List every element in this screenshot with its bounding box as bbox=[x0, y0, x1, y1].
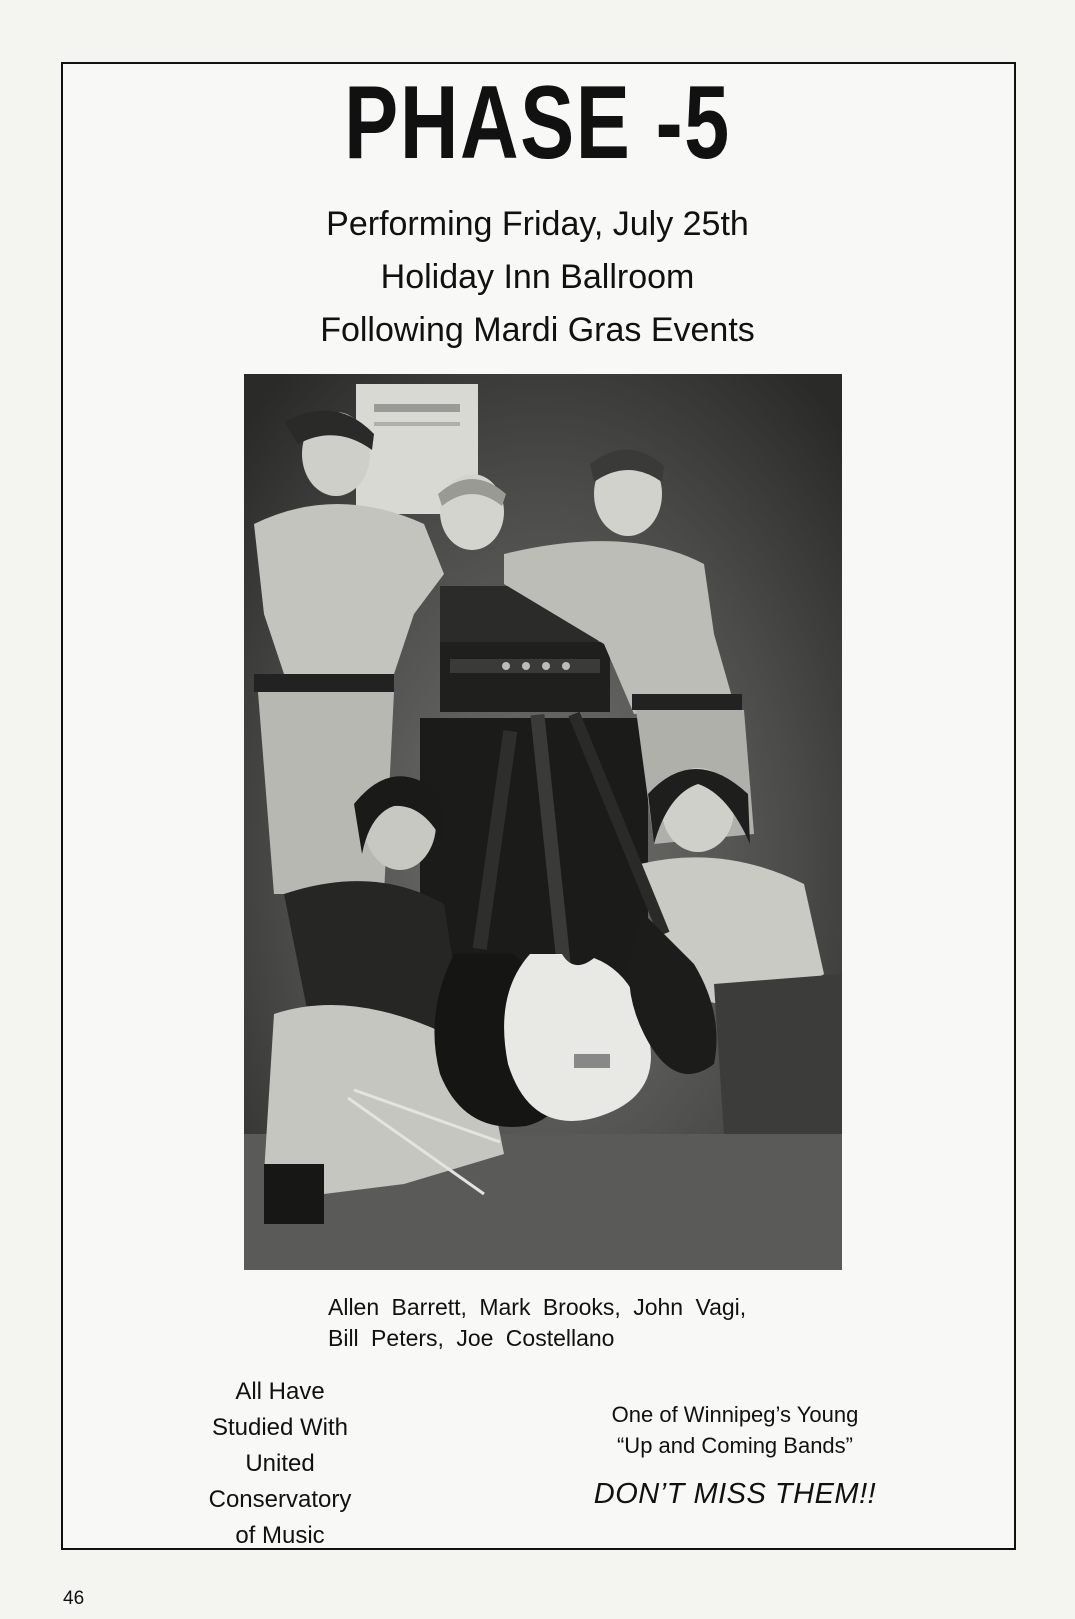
event-details bbox=[0, 198, 1075, 357]
studied-line-2: Studied With bbox=[211, 1414, 349, 1441]
event-venue-line: Holiday Inn Ballroom bbox=[380, 258, 695, 296]
band-photo bbox=[244, 374, 842, 1270]
band-photo-illustration bbox=[244, 374, 842, 1270]
band-member-names: Allen Barrett, Mark Brooks, John Vagi, Bill Peters, Joe Costellano bbox=[328, 1294, 747, 1351]
studied-note bbox=[180, 1374, 380, 1554]
page-number: 46 bbox=[63, 1588, 85, 1609]
dont-miss-them: DON’T MISS THEM!! bbox=[593, 1478, 877, 1510]
young-line-1: One of Winnipeg’s Young bbox=[611, 1402, 859, 1427]
studied-line-5: of Music bbox=[235, 1522, 325, 1549]
studied-line-3: United bbox=[245, 1450, 315, 1477]
studied-line-1: All Have bbox=[235, 1378, 325, 1405]
young-bands-note bbox=[560, 1399, 910, 1461]
band-title: PHASE -5 bbox=[344, 65, 731, 181]
young-line-2: “Up and Coming Bands” bbox=[616, 1433, 853, 1458]
event-timing-line: Following Mardi Gras Events bbox=[320, 311, 755, 349]
event-date-line: Performing Friday, July 25th bbox=[326, 205, 749, 243]
studied-line-4: Conservatory bbox=[208, 1486, 352, 1513]
